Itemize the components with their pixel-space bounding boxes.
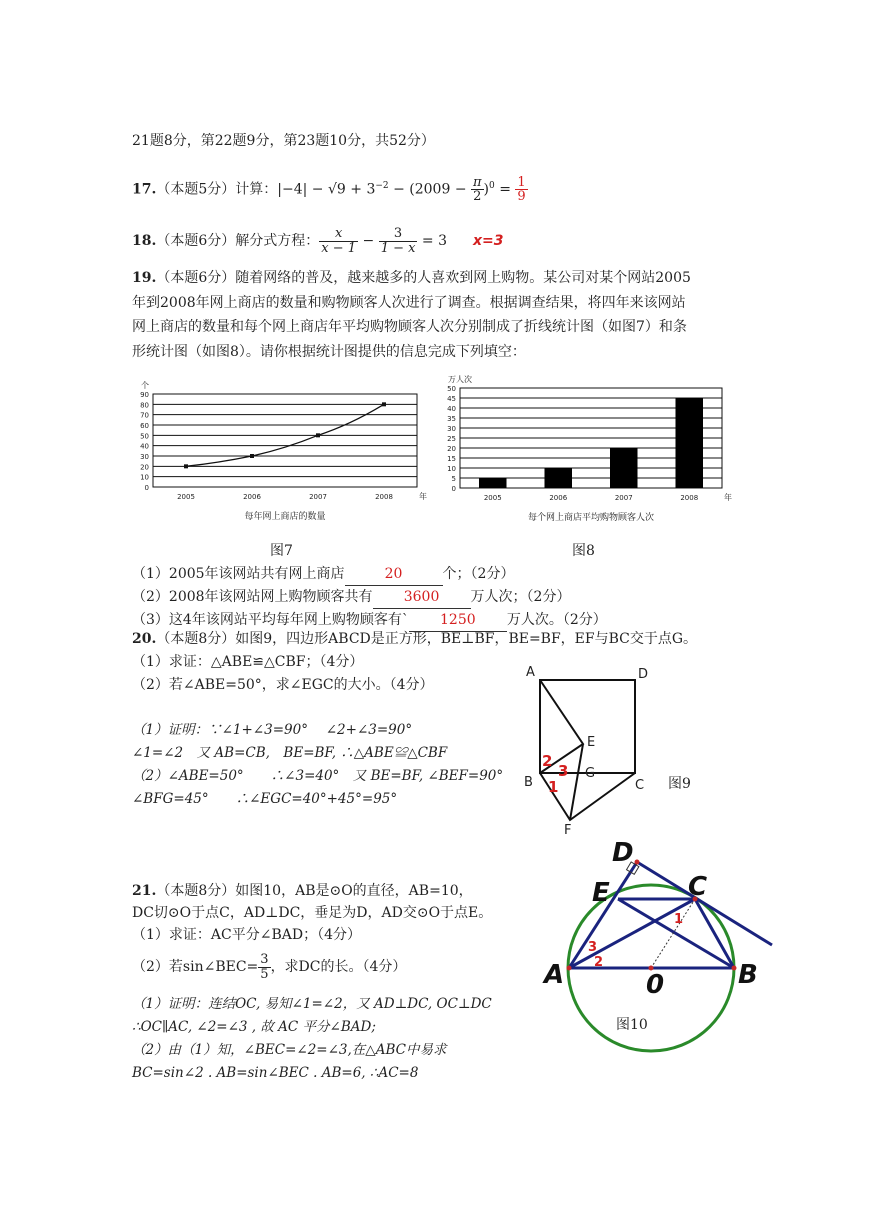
x-tick-label: 2008 [680,494,699,502]
fig8-plot [447,374,732,523]
q17-close-paren: ) [483,181,490,198]
bar [544,468,572,488]
q21-number: 21. [132,883,157,899]
y-tick-label: 50 [447,385,456,393]
q17-expr-b: − (2009 − [388,181,471,198]
label-a: A [544,960,565,990]
y-tick-label: 10 [447,465,456,473]
fig7-caption: 图7 [270,543,293,559]
y-tick-label: 25 [447,435,456,443]
question-21 [132,880,492,946]
y-axis-label: 万人次 [448,375,472,384]
bar [479,478,507,488]
y-tick-label: 30 [140,453,149,461]
y-tick-label: 90 [140,391,149,399]
y-tick-label: 20 [447,445,456,453]
y-tick-label: 40 [447,405,456,413]
y-axis-label: 个 [141,381,149,390]
q17-pi-fraction: $\frac{\pi}{2}$ [473,174,482,205]
label-g: G [585,766,596,781]
fig7-plot [140,380,427,522]
label-c: C [688,872,708,902]
angle-label-1: 1 [548,778,559,796]
x-tick-label: 2005 [177,493,195,501]
label-c: C [635,778,645,793]
intro-line: 21题8分，第22题9分，第23题10分，共52分） [132,133,435,149]
x-tick-label: 2008 [375,493,393,501]
q20-number: 20. [132,631,157,647]
question-18 [132,227,504,255]
question-19 [132,266,691,364]
label-f: F [564,823,572,838]
q20-solution-3: （2）∠ABE=50° ∴∠3=40° 又 BE=BF, ∠BEF=90° [132,768,504,784]
label-b: B [738,960,758,990]
q17-number: 17. [132,181,157,198]
q17-text: （本题5分）计算： [156,181,278,198]
y-tick-label: 10 [140,473,149,482]
fig7-line-chart [115,372,435,528]
q20-solution-2: ∠1=∠2 又 AB=CB, BE=BF, ∴△ABE≌△CBF [132,745,448,761]
y-tick-label: 5 [451,475,456,483]
angle-label-3: 3 [588,940,598,955]
q17-expr-a: |−4| − √9 + 3 [277,181,376,198]
label-e: E [592,878,610,908]
x-tick-label: 2007 [614,494,633,502]
q19-line-2: 年到2008年网上商店的数量和购物顾客人次进行了调查。根据调查结果，将四年来该网站 [132,294,686,311]
q21-text-1: （本题8分）如图10，AB是⊙O的直径，AB=10， [156,883,473,899]
label-o: 0 [646,970,665,1000]
q19-answers [132,563,607,632]
data-point [250,454,254,458]
y-tick-label: 45 [447,395,456,403]
question-17 [132,174,528,204]
q17-exponent-neg2: −2 [375,181,389,191]
q19-blank-2: （2）2008年该网站网上购物顾客共有 3600 万人次；（2分） [132,586,607,609]
q17-equals: = [494,181,516,198]
fig10-circle-diagram [540,835,790,1060]
x-axis-label: 年 [724,493,732,502]
data-point [382,402,386,406]
bar [675,398,703,488]
y-tick-label: 50 [140,432,149,441]
q19-number: 19. [132,270,157,286]
q21-part-1: （1）求证：AC平分∠BAD；（4分） [132,927,361,943]
y-tick-label: 40 [140,442,149,451]
fig10-caption: 图10 [616,1017,648,1033]
segment-e-f [570,744,583,820]
data-point [316,433,320,437]
label-d: D [638,667,649,682]
y-tick-label: 30 [447,425,456,433]
q19-line-1: （本题6分）随着网络的普及，越来越多的人喜欢到网上购物。某公司对某个网站2005 [156,270,691,286]
y-tick-label: 60 [140,422,149,430]
y-tick-label: 70 [140,411,149,420]
chart-title: 每年网上商店的数量 [244,512,326,522]
label-d: D [612,838,634,868]
q21-solution-3: （2）由（1）知，∠BEC=∠2=∠3,在△ABC中易求 [132,1042,447,1058]
q21-solution [132,993,492,1085]
q18-fraction-2: $\frac{3}{1 - x}$ [380,226,416,256]
q21-solution-1: （1）证明：连结OC, 易知∠1=∠2，又 AD⊥DC, OC⊥DC [132,996,492,1012]
q19-blank-1: （1）2005年该网站共有网上商店 20 个；（2分） [132,563,607,586]
q21-text-2: DC切⊙O于点C，AD⊥DC，垂足为D，AD交⊙O于点E。 [132,905,493,921]
q20-solution-4: ∠BFG=45° ∴∠EGC=40°+45°=95° [132,791,398,807]
q18-answer: x=3 [473,233,504,250]
q21-part-2: （2）若sin∠BEC= $\frac{3}{5}$ ，求DC的长。（4分） [132,951,407,982]
fig9-caption: 图9 [668,776,691,792]
q20-solution-1: （1）证明：∵∠1+∠3=90° ∠2+∠3=90° [132,722,413,738]
q20-solution [132,719,503,811]
q20-part-2: （2）若∠ABE=50°，求∠EGC的大小。（4分） [132,677,434,693]
x-tick-label: 2007 [309,493,327,501]
fig9-square-diagram [520,660,710,840]
chart-title: 每个网上商店平均购物顾客人次 [527,513,655,523]
x-tick-label: 2005 [483,494,502,502]
angle-label-1: 1 [674,912,684,927]
angle-label-3: 3 [558,762,569,780]
angle-label-2: 2 [542,752,553,770]
angle-label-2: 2 [594,955,604,970]
q19-blank-3: （3）这4年该网站平均每年网上购物顾客有` 1250 万人次。（2分） [132,609,607,632]
q21-solution-2: ∴OC∥AC, ∠2=∠3 , 故 AC 平分∠BAD; [132,1019,376,1035]
y-tick-label: 35 [447,415,456,423]
q18-minus: − [358,233,379,250]
q19-answer-2: 3600 [373,586,471,609]
q19-answer-1: 20 [345,563,443,586]
label-e: E [587,735,596,750]
q21-sin-fraction: $\frac{3}{5}$ [260,951,269,982]
y-tick-label: 0 [144,484,149,492]
y-tick-label: 0 [451,485,456,493]
data-point [184,464,188,468]
q19-answer-3: 1250 [409,609,507,632]
q18-rhs: = 3 [417,233,447,250]
q20-text: （本题8分）如图9，四边形ABCD是正方形，BE⊥BF，BE=BF，EF与BC交于点G。 [156,631,698,647]
q20-part-1: （1）求证：△ABE≌△CBF；（4分） [132,654,364,670]
q19-line-4: 形统计图（如图8）。请你根据统计图提供的信息完成下列填空： [132,343,526,360]
label-b: B [524,775,533,790]
fig8-caption: 图8 [572,543,595,559]
q18-text: （本题6分）解分式方程： [156,233,320,250]
fig8-bar-chart [438,366,748,528]
q21-solution-4: BC=sin∠2 . AB=sin∠BEC . AB=6, ∴AC=8 [132,1065,419,1081]
x-axis-label: 年 [419,492,427,501]
y-tick-label: 20 [140,463,149,472]
q18-number: 18. [132,233,157,250]
x-tick-label: 2006 [243,493,261,501]
label-a: A [526,665,535,680]
q17-answer: $\frac{1}{9}$ [517,174,526,205]
y-tick-label: 15 [447,455,456,463]
bar [610,448,638,488]
q19-line-3: 网上商店的数量和每个网上商店年平均购物顾客人次分别制成了折线统计图（如图7）和条 [132,319,687,335]
x-tick-label: 2006 [549,494,568,502]
y-tick-label: 80 [140,401,149,410]
square-abcd [540,680,635,773]
q17-exponent-zero: 0 [489,181,495,191]
q18-fraction-1: $\frac{x}{x - 1}$ [321,226,357,256]
